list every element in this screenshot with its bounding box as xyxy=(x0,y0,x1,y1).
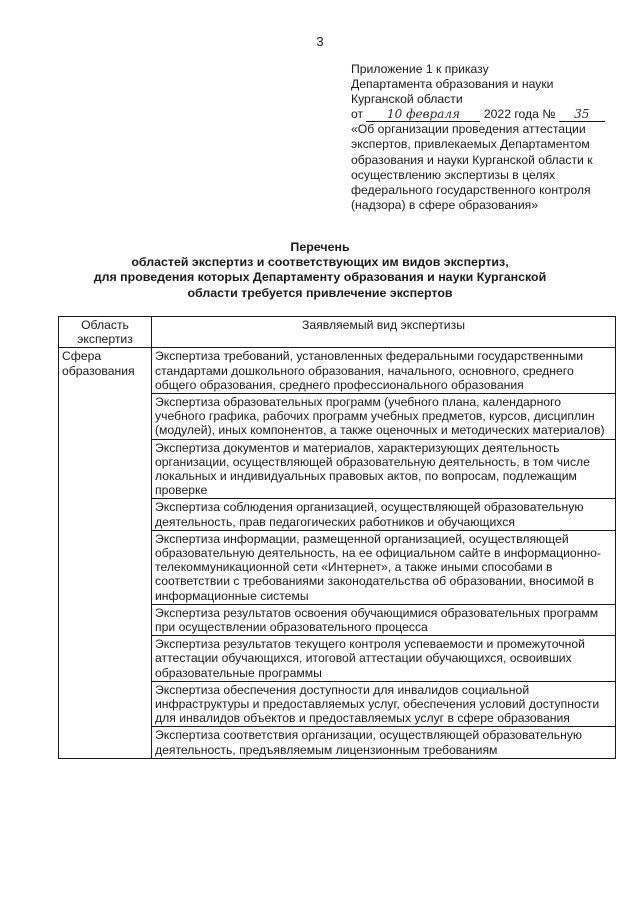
expertise-cell: Экспертиза обеспечения доступности для инвалидов социальной инфраструктуры и предоставляемых услуг, обеспечения условий доступности для инвалидов объектов и предоставляемых услуг в сфере образования xyxy=(152,681,616,727)
subject-line: «Об организации проведения аттестации xyxy=(351,122,586,137)
expertise-table xyxy=(58,316,616,759)
title-line: области требуется привлечение экспертов xyxy=(187,285,453,300)
document-title xyxy=(0,240,640,301)
title-heading: Перечень xyxy=(290,240,350,254)
appendix-block xyxy=(351,62,621,213)
title-line: областей экспертиз и соответствующих им видов экспертиз, xyxy=(131,255,509,270)
appendix-line: Департамента образования и науки xyxy=(351,77,554,92)
expertise-cell: Экспертиза образовательных программ (учебного плана, календарного учебного графика, рабочих программ учебных предметов, курсов, дисциплин (модулей), иных компонентов, а также оценочных и методических материалов) xyxy=(152,394,616,440)
expertise-cell: Экспертиза результатов текущего контроля успеваемости и промежуточной аттестации обучающихся, итоговой аттестации обучающихся, освоивших образовательные программы xyxy=(152,636,616,682)
title-line: для проведения которых Департаменту образования и науки Курганской xyxy=(93,270,547,285)
area-cell: Сфера образования xyxy=(59,348,152,758)
expertise-cell: Экспертиза требований, установленных федеральными государственными стандартами дошкольного образования, начального, основного, среднего общего образования, среднего профессионального образования xyxy=(152,348,616,394)
expertise-cell: Экспертиза результатов освоения обучающимися образовательных программ при осуществлении образовательного процесса xyxy=(152,604,616,635)
appendix-line: Приложение 1 к приказу xyxy=(351,62,489,76)
order-line xyxy=(351,107,621,122)
page-number: 3 xyxy=(316,34,324,49)
order-year: 2022 года № xyxy=(483,107,556,122)
expertise-cell: Экспертиза документов и материалов, характеризующих деятельность организации, осуществляющей образовательную деятельность, в том числе локальных и индивидуальных правовых актов, по вопросам, подлежащим проверке xyxy=(152,439,616,499)
expertise-cell: Экспертиза информации, размещенной организацией, осуществляющей образовательную деятельность, на ее официальном сайте в информационно-телекоммуникационной сети «Интернет», а также иными способами в соответствии с требованиями законодательства об образовании, вносимой в информационные системы xyxy=(152,530,616,604)
subject-line: образования и науки Курганской области к xyxy=(351,152,593,167)
subject-line: (надзора) в сфере образования» xyxy=(351,197,539,212)
table-header-row xyxy=(59,317,616,348)
subject-line: федерального государственного контроля xyxy=(351,182,591,197)
subject-line: осуществлению экспертизы в целях xyxy=(351,167,556,182)
handwritten-date: 10 февраля xyxy=(366,108,480,122)
expertise-cell: Экспертиза соответствия организации, осуществляющей образовательную деятельность, предъявляемым лицензионным требованиям xyxy=(152,727,616,758)
expertise-cell: Экспертиза соблюдения организацией, осуществляющей образовательную деятельность, прав педагогических работников и обучающихся xyxy=(152,499,616,530)
subject-line: экспертов, привлекаемых Департаментом xyxy=(351,137,590,152)
handwritten-order-number: 35 xyxy=(559,108,605,122)
appendix-line: Курганской области xyxy=(351,92,463,107)
table-row xyxy=(59,348,616,394)
order-prefix: от xyxy=(351,107,364,122)
header-area: Область экспертиз xyxy=(59,317,152,348)
header-expertise-type: Заявляемый вид экспертизы xyxy=(152,317,616,348)
